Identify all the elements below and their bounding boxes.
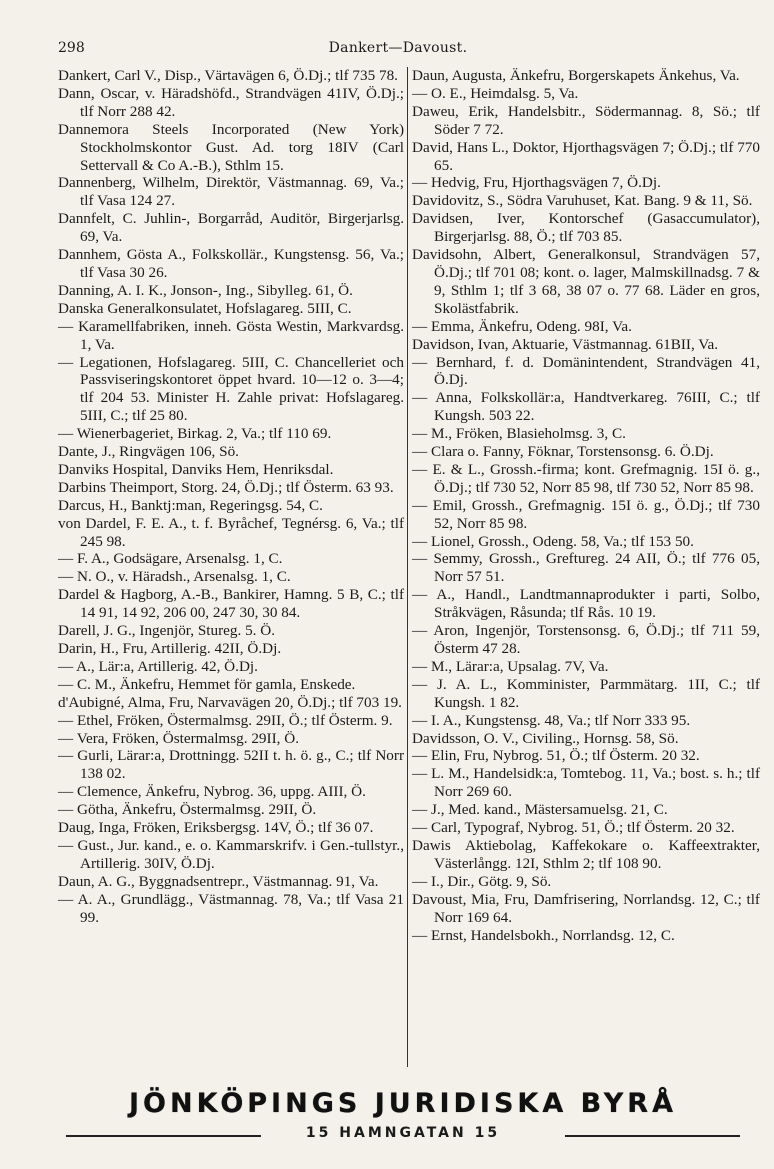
directory-entry: — Gust., Jur. kand., e. o. Kammarskrifv. i Gen.-tullstyr., Artillerig. 30IV, Ö.Dj.: [58, 836, 404, 872]
directory-entry: — Anna, Folkskollär:a, Handtverkareg. 76III, C.; tlf Kungsh. 503 22.: [412, 389, 760, 425]
directory-entry: Darell, J. G., Ingenjör, Stureg. 5. Ö.: [58, 622, 276, 640]
column-divider: [407, 67, 408, 1067]
left-column: [58, 67, 404, 927]
directory-entry: — I., Dir., Götg. 9, Sö.: [412, 872, 552, 890]
directory-entry: — A., Lär:a, Artillerig. 42, Ö.Dj.: [58, 657, 258, 675]
directory-entry: Darcus, H., Banktj:man, Regeringsg. 54, C.: [58, 496, 323, 514]
directory-entry: Davidson, Ivan, Aktuarie, Västmannag. 61BII, Va.: [412, 335, 719, 353]
directory-entry: Davoust, Mia, Fru, Damfrisering, Norrlandsg. 12, C.; tlf Norr 169 64.: [412, 890, 760, 926]
directory-entry: Darbins Theimport, Storg. 24, Ö.Dj.; tlf Österm. 63 93.: [58, 478, 394, 496]
advertisement-footer: [58, 1088, 748, 1158]
directory-entry: Dannfelt, C. Juhlin-, Borgarråd, Auditör, Birgerjarlsg. 69, Va.: [58, 210, 404, 246]
directory-entry: Davidsson, O. V., Civiling., Hornsg. 58, Sö.: [412, 729, 679, 747]
directory-entry: — Hedvig, Fru, Hjorthagsvägen 7, Ö.Dj.: [412, 174, 661, 192]
directory-entry: Dawis Aktiebolag, Kaffekokare o. Kaffeextrakter, Västerlångg. 12I, Sthlm 2; tlf 108 90.: [412, 836, 760, 872]
directory-entry: — Legationen, Hofslagareg. 5III, C. Chancelleriet och Passviseringskontoret öppet hvard. 10—12 o. 3—4; tlf 204 53. Minister H. Zahle privat: Hofslagareg. 5III, C.; tlf 25 80.: [58, 353, 404, 425]
directory-entry: von Dardel, F. E. A., t. f. Byråchef, Tegnérsg. 6, Va.; tlf 245 98.: [58, 514, 404, 550]
directory-entry: Daun, Augusta, Änkefru, Borgerskapets Änkehus, Va.: [412, 67, 740, 84]
directory-entry: Daweu, Erik, Handelsbitr., Södermannag. 8, Sö.; tlf Söder 7 72.: [412, 102, 760, 138]
directory-entry: — Vera, Fröken, Östermalmsg. 29II, Ö.: [58, 729, 299, 747]
directory-entry: — Karamellfabriken, inneh. Gösta Westin, Markvardsg. 1, Va.: [58, 317, 404, 353]
directory-entry: Dannemora Steels Incorporated (New York) Stockholmskontor Gust. Ad. torg 18IV (Carl Settervall & Co A.-B.), Sthlm 15.: [58, 120, 404, 174]
directory-entry: — Lionel, Grossh., Odeng. 58, Va.; tlf 153 50.: [412, 532, 694, 550]
directory-entry: — Clara o. Fanny, Föknar, Torstensonsg. 6. Ö.Dj.: [412, 443, 714, 461]
directory-entry: — Gurli, Lärar:a, Drottningg. 52II t. h. ö. g., C.; tlf Norr 138 02.: [58, 747, 404, 783]
directory-entry: — Aron, Ingenjör, Torstensonsg. 6, Ö.Dj.; tlf 711 59, Österm 47 28.: [412, 622, 760, 657]
directory-entry: — Bernhard, f. d. Domänintendent, Strandvägen 41, Ö.Dj.: [412, 353, 760, 389]
directory-entry: d'Aubigné, Alma, Fru, Narvavägen 20, Ö.Dj.; tlf 703 19.: [58, 693, 402, 711]
address-rule-right: [565, 1135, 740, 1137]
page-header: [58, 40, 738, 60]
address-row: [58, 1125, 748, 1147]
directory-entry: Davidsen, Iver, Kontorschef (Gasaccumulator), Birgerjarlsg. 88, Ö.; tlf 703 85.: [412, 210, 760, 246]
directory-entry: — Carl, Typograf, Nybrog. 51, Ö.; tlf Österm. 20 32.: [412, 819, 735, 837]
directory-entry: — Emil, Grossh., Grefmagnig. 15I ö. g., Ö.Dj.; tlf 730 52, Norr 85 98.: [412, 496, 760, 532]
directory-entry: — Ernst, Handelsbokh., Norrlandsg. 12, C.: [412, 926, 675, 944]
directory-entry: Darin, H., Fru, Artillerig. 42II, Ö.Dj.: [58, 640, 282, 657]
directory-entry: — C. M., Änkefru, Hemmet för gamla, Enskede.: [58, 675, 356, 693]
directory-columns: [58, 67, 758, 1067]
directory-entry: — A. A., Grundlägg., Västmannag. 78, Va.; tlf Vasa 21 99.: [58, 890, 404, 926]
directory-entry: — J. A. L., Komminister, Parmmätarg. 1II, C.; tlf Kungsh. 1 82.: [412, 675, 760, 711]
directory-entry: Dannhem, Gösta A., Folkskollär., Kungstensg. 56, Va.; tlf Vasa 30 26.: [58, 246, 404, 281]
directory-entry: — Wienerbageriet, Birkag. 2, Va.; tlf 110 69.: [58, 425, 332, 443]
directory-entry: — M., Fröken, Blasieholmsg. 3, C.: [412, 425, 626, 443]
directory-entry: Daug, Inga, Fröken, Eriksbergsg. 14V, Ö.; tlf 36 07.: [58, 819, 374, 837]
directory-entry: Davidovitz, S., Södra Varuhuset, Kat. Bang. 9 & 11, Sö.: [412, 192, 753, 210]
directory-entry: — Götha, Änkefru, Östermalmsg. 29II, Ö.: [58, 801, 317, 819]
directory-entry: — A., Handl., Landtmannaprodukter i parti, Solbo, Stråkvägen, Råsunda; tlf Rås. 10 19.: [412, 586, 760, 622]
advertisement-address: 15 HAMNGATAN 15: [305, 1125, 501, 1141]
directory-entry: — Clemence, Änkefru, Nybrog. 36, uppg. AIII, Ö.: [58, 783, 366, 801]
page-number: 298: [58, 40, 85, 56]
directory-entry: Dankert, Carl V., Disp., Värtavägen 6, Ö.Dj.; tlf 735 78.: [58, 67, 398, 84]
directory-entry: — L. M., Handelsidk:a, Tomtebog. 11, Va.; bost. s. h.; tlf Norr 269 60.: [412, 765, 760, 801]
directory-entry: — N. O., v. Häradsh., Arsenalsg. 1, C.: [58, 568, 291, 586]
directory-entry: Daun, A. G., Byggnadsentrepr., Västmannag. 91, Va.: [58, 872, 379, 890]
directory-entry: Dante, J., Ringvägen 106, Sö.: [58, 443, 239, 461]
directory-entry: — E. & L., Grossh.-firma; kont. Grefmagnig. 15I ö. g., Ö.Dj.; tlf 730 52, Norr 85 98, tlf 730 52, Norr 85 98.: [412, 460, 760, 496]
directory-entry: — Semmy, Grossh., Greftureg. 24 AII, Ö.; tlf 776 05, Norr 57 51.: [412, 550, 760, 586]
directory-entry: Dannenberg, Wilhelm, Direktör, Västmannag. 69, Va.; tlf Vasa 124 27.: [58, 174, 404, 210]
running-title: Dankert—Davoust.: [328, 40, 468, 56]
directory-entry: — Ethel, Fröken, Östermalmsg. 29II, Ö.; tlf Österm. 9.: [58, 711, 393, 729]
directory-entry: Danska Generalkonsulatet, Hofslagareg. 5III, C.: [58, 299, 352, 317]
directory-entry: Davidsohn, Albert, Generalkonsul, Strandvägen 57, Ö.Dj.; tlf 701 08; kont. o. lager, Malmskillnadsg. 7 & 9, Sthlm 1; tlf 3 68, 38 07 o. 77 68. Läder en gros, Skolästfabrik.: [412, 246, 760, 317]
directory-entry: — I. A., Kungstensg. 48, Va.; tlf Norr 333 95.: [412, 711, 691, 729]
advertisement-banner: JÖNKÖPINGS JURIDISKA BYRÅ: [129, 1088, 677, 1119]
directory-entry: David, Hans L., Doktor, Hjorthagsvägen 7; Ö.Dj.; tlf 770 65.: [412, 138, 760, 174]
directory-entry: — M., Lärar:a, Upsalag. 7V, Va.: [412, 657, 609, 675]
directory-entry: Dardel & Hagborg, A.-B., Bankirer, Hamng. 5 B, C.; tlf 14 91, 14 92, 206 00, 247 30, 30 84.: [58, 586, 404, 622]
directory-entry: Danviks Hospital, Danviks Hem, Henriksdal.: [58, 460, 334, 478]
directory-entry: — F. A., Godsägare, Arsenalsg. 1, C.: [58, 550, 283, 568]
directory-entry: Danning, A. I. K., Jonson-, Ing., Sibylleg. 61, Ö.: [58, 281, 353, 299]
right-column: [412, 67, 760, 944]
directory-entry: Dann, Oscar, v. Häradshöfd., Strandvägen 41IV, Ö.Dj.; tlf Norr 288 42.: [58, 84, 404, 120]
directory-entry: — O. E., Heimdalsg. 5, Va.: [412, 84, 579, 102]
directory-entry: — Elin, Fru, Nybrog. 51, Ö.; tlf Österm. 20 32.: [412, 747, 700, 765]
directory-entry: — J., Med. kand., Mästersamuelsg. 21, C.: [412, 801, 668, 819]
directory-entry: — Emma, Änkefru, Odeng. 98I, Va.: [412, 317, 632, 335]
